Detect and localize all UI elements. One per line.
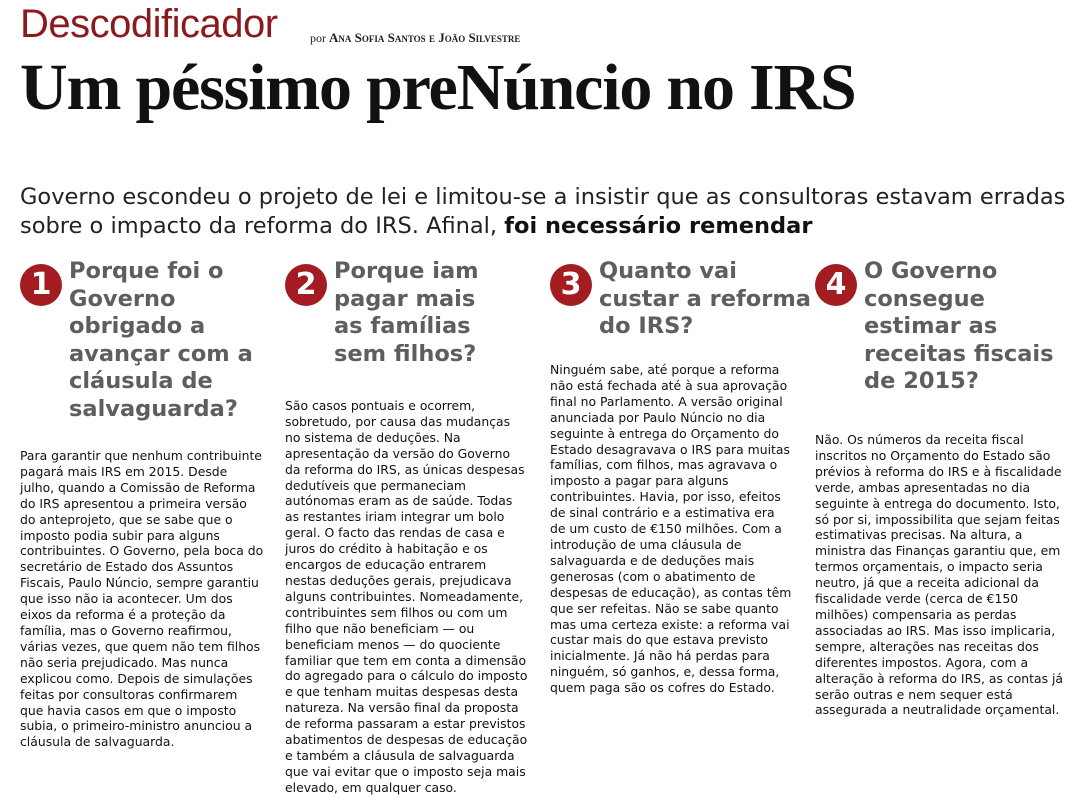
question-answer: São casos pontuais e ocorrem, sobretudo, por causa das mudanças no sistema de deduções. Na apresentação da versão do Governo da reforma do IRS, as únicas despesas dedutíveis que permaneciam autónomas eram as de saúde. Todas as restantes iriam integrar um bolo geral. O facto das rendas de casa e juros do crédito à habitação e os encargos de educação entrarem nestas deduções gerais, prejudicava alguns contribuintes. Nomeadamente, contribuintes sem filhos ou com um filho que não beneficiam — ou beneficiam menos — do quociente familiar que tem em conta a dimensão do agregado para o cálculo do imposto e que tenham muitas despesas desta natureza. Na versão final da proposta de reforma passaram a estar previstos abatimentos de despesas de educação e também a cláusula de salvaguarda que vai evitar que o imposto seja mais elevado, em qualquer caso. xyxy=(285,398,528,795)
lead-text: Governo escondeu o projeto de lei e limitou-se a insistir que as consultoras estavam erradas sobre o impacto da reforma do IRS. Afinal, xyxy=(20,184,1066,239)
question-number-badge: 4 xyxy=(815,264,857,306)
question-answer: Para garantir que nenhum contribuinte pagará mais IRS em 2015. Desde julho, quando a Comissão de Reforma do IRS apresentou a primeira versão do anteprojeto, que se sabe que o imposto podia subir para alguns contribuintes. O Governo, pela boca do secretário de Estado dos Assuntos Fiscais, Paulo Núncio, sempre garantiu que isso não ia acontecer. Um dos eixos da reforma é a proteção da família, mas o Governo reafirmou, várias vezes, que quem não tem filhos não seria prejudicado. Mas nunca explicou como. Depois de simulações feitas por consultoras confirmarem que havia casos em que o imposto subia, o primeiro-ministro anunciou a cláusula de salvaguarda. xyxy=(20,448,264,750)
byline-prefix: por xyxy=(310,31,326,45)
question-answer: Ninguém sabe, até porque a reforma não está fechada até à sua aprovação final no Parlamento. A versão original anunciada por Paulo Núncio no dia seguinte à entrega do Orçamento do Estado desagravava o IRS para muitas famílias, com filhos, mas agravava o imposto a pagar para alguns contribuintes. Havia, por isso, efeitos de sinal contrário e a estimativa era de um custo de €150 milhões. Com a introdução de uma cláusula de salvaguarda e de deduções mais generosas (com o abatimento de despesas de educação), as contas têm que ser refeitas. Não se sabe quanto mas uma certeza existe: a reforma vai custar mais do que estava previsto inicialmente. Já não há perdas para ninguém, só ganhos, e, dessa forma, quem paga são os cofres do Estado. xyxy=(550,362,792,696)
question-number-badge: 1 xyxy=(20,264,62,306)
lead-emphasis: foi necessário remendar xyxy=(504,213,813,239)
question-number-badge: 3 xyxy=(550,264,592,306)
question-title: O Governo consegue estimar as receitas fiscais de 2015? xyxy=(864,258,1054,394)
byline-names: Ana Sofia Santos e João Silvestre xyxy=(329,30,521,45)
lead-paragraph xyxy=(20,183,1070,241)
question-title: Porque iam pagar mais as famílias sem filhos? xyxy=(334,258,479,367)
question-answer: Não. Os números da receita fiscal inscritos no Orçamento do Estado são prévios à reforma do IRS e à fiscalidade verde, ambas apresentadas no dia seguinte à entrega do documento. Isto, só por si, impossibilita que sejam feitas estimativas precisas. Na altura, a ministra das Finanças garantiu que, em termos orçamentais, o impacto seria neutro, já que a receita adicional da fiscalidade verde (cerca de €150 milhões) compensaria as perdas associadas ao IRS. Mas isso implicaria, sempre, alterações nas receitas dos diferentes impostos. Agora, com a alteração à reforma do IRS, as contas já serão outras e nem sequer está assegurada a neutralidade orçamental. xyxy=(815,432,1064,718)
byline xyxy=(310,30,520,46)
question-title: Quanto vai custar a reforma do IRS? xyxy=(599,258,811,339)
section-label: Descodificador xyxy=(20,2,278,46)
headline: Um péssimo preNúncio no IRS xyxy=(20,51,856,124)
question-number-badge: 2 xyxy=(285,264,327,306)
question-title: Porque foi o Governo obrigado a avançar com a cláusula de salvaguarda? xyxy=(69,258,253,422)
